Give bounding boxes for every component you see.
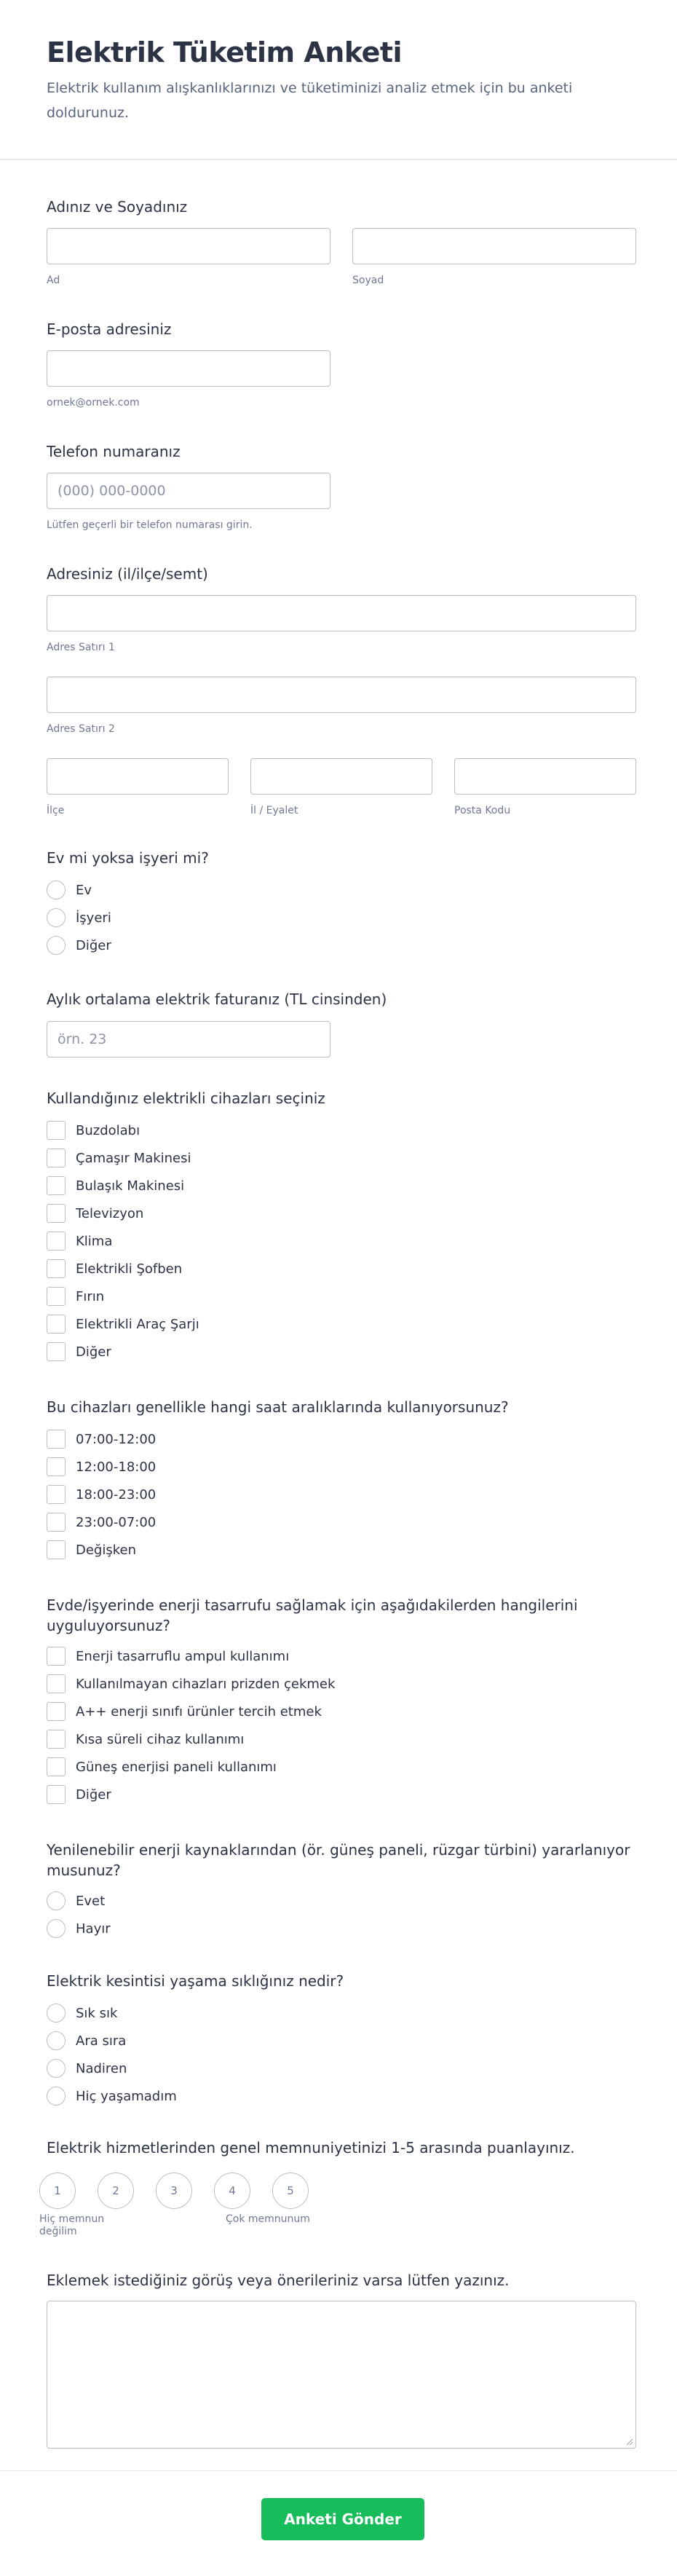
rating-low-caption: Hiç memnun değilim [39,2213,105,2237]
bill-input[interactable] [47,1021,330,1057]
renewable-option-evet[interactable]: Evet [47,1891,105,1911]
form-description: Elektrik kullanım alışkanlıklarınızı ve tüketiminizi analiz etmek için bu anketi doldurunuz. [47,80,573,121]
form-title: Elektrik Tüketim Anketi [47,36,403,68]
radio-button[interactable] [47,936,66,955]
time-option-degisken[interactable]: Değişken [47,1540,136,1560]
rating-option-3[interactable]: 3 [156,2173,192,2209]
checkbox[interactable] [47,1287,66,1306]
radio-button[interactable] [47,2031,66,2050]
email-input[interactable] [47,350,330,387]
last-name-sublabel: Soyad [352,275,384,286]
address-line2-input[interactable] [47,677,636,713]
rating-option-2[interactable]: 2 [98,2173,134,2209]
phone-input[interactable] [47,473,330,509]
place-option-isyeri[interactable]: İşyeri [47,907,111,928]
place-label: Ev mi yoksa işyeri mi? [47,849,209,867]
rating-option-5[interactable]: 5 [272,2173,309,2209]
address-question [47,564,636,823]
outage-option-sik-sik[interactable]: Sık sık [47,2003,117,2023]
resize-handle-icon[interactable] [625,2437,633,2446]
comments-label: Eklemek istediğiniz görüş veya önerileriniz varsa lütfen yazınız. [47,2272,510,2289]
rating-label: Elektrik hizmetlerinden genel memnuniyetinizi 1-5 arasında puanlayınız. [47,2139,575,2156]
email-question [47,319,636,414]
radio-button[interactable] [47,2087,66,2106]
phone-question [47,441,636,536]
checkbox[interactable] [47,1457,66,1476]
device-option-televizyon[interactable]: Televizyon [47,1203,143,1224]
form-footer [0,2470,677,2576]
rating-question [39,2138,636,2240]
comments-question [47,2270,636,2452]
checkbox[interactable] [47,1342,66,1361]
first-name-sublabel: Ad [47,275,60,286]
address-label: Adresiniz (il/ilçe/semt) [47,565,208,583]
email-sublabel: ornek@ornek.com [47,397,140,409]
device-option-bulasik-makinesi[interactable]: Bulaşık Makinesi [47,1175,184,1196]
time-option-1[interactable]: 07:00-12:00 [47,1429,156,1449]
checkbox[interactable] [47,1485,66,1504]
renewable-question [47,1840,636,1942]
comments-textarea[interactable] [47,2301,636,2449]
checkbox[interactable] [47,1730,66,1749]
outage-question [47,1971,636,2109]
checkbox[interactable] [47,1540,66,1559]
saving-option-diger[interactable]: Diğer [47,1784,111,1805]
checkbox[interactable] [47,1757,66,1776]
state-input[interactable] [250,758,432,795]
rating-option-4[interactable]: 4 [214,2173,250,2209]
place-question [47,848,636,957]
bill-question [47,989,636,1062]
district-input[interactable] [47,758,229,795]
address-line1-sublabel: Adres Satırı 1 [47,642,115,653]
radio-button[interactable] [47,2004,66,2022]
saving-option-kisa-sureli[interactable]: Kısa süreli cihaz kullanımı [47,1729,244,1749]
outage-option-nadiren[interactable]: Nadiren [47,2058,127,2079]
last-name-input[interactable] [352,228,636,264]
phone-sublabel: Lütfen geçerli bir telefon numarası girin. [47,519,253,531]
form-header [0,0,677,160]
saving-option-gunes-paneli[interactable]: Güneş enerjisi paneli kullanımı [47,1757,277,1777]
saving-option-priz[interactable]: Kullanılmayan cihazları prizden çekmek [47,1674,335,1694]
checkbox[interactable] [47,1176,66,1195]
device-option-sofben[interactable]: Elektrikli Şofben [47,1259,182,1279]
address-line2-sublabel: Adres Satırı 2 [47,723,115,735]
checkbox[interactable] [47,1513,66,1532]
zip-input[interactable] [454,758,636,795]
saving-question [47,1595,636,1813]
outage-label: Elektrik kesintisi yaşama sıklığınız nedir? [47,1972,344,1990]
saving-option-ampul[interactable]: Enerji tasarruflu ampul kullanımı [47,1646,289,1666]
renewable-option-hayir[interactable]: Hayır [47,1918,111,1939]
device-option-klima[interactable]: Klima [47,1231,112,1251]
name-question [47,197,636,291]
radio-button[interactable] [47,908,66,927]
outage-option-ara-sira[interactable]: Ara sıra [47,2031,126,2051]
place-option-ev[interactable]: Ev [47,880,92,900]
district-sublabel: İlçe [47,805,65,816]
time-option-3[interactable]: 18:00-23:00 [47,1484,156,1505]
checkbox[interactable] [47,1149,66,1167]
checkbox[interactable] [47,1121,66,1140]
submit-button[interactable]: Anketi Gönder [261,2498,424,2540]
checkbox[interactable] [47,1259,66,1278]
checkbox[interactable] [47,1674,66,1693]
checkbox[interactable] [47,1647,66,1666]
device-option-buzdolabi[interactable]: Buzdolabı [47,1120,140,1141]
radio-button[interactable] [47,1919,66,1938]
outage-option-hic[interactable]: Hiç yaşamadım [47,2086,177,2106]
radio-button[interactable] [47,881,66,899]
zip-sublabel: Posta Kodu [454,805,511,816]
checkbox[interactable] [47,1430,66,1449]
checkbox[interactable] [47,1785,66,1804]
name-label: Adınız ve Soyadınız [47,198,188,216]
checkbox[interactable] [47,1315,66,1334]
time-option-4[interactable]: 23:00-07:00 [47,1512,156,1532]
time-option-2[interactable]: 12:00-18:00 [47,1457,156,1477]
radio-button[interactable] [47,1891,66,1910]
renewable-label: Yenilenebilir enerji kaynaklarından (ör. güneş paneli, rüzgar türbini) yararlanıyor musunuz? [47,1841,630,1879]
state-sublabel: İl / Eyalet [250,805,298,816]
radio-button[interactable] [47,2059,66,2078]
device-option-camasir-makinesi[interactable]: Çamaşır Makinesi [47,1148,191,1168]
device-option-arac-sarji[interactable]: Elektrikli Araç Şarjı [47,1314,199,1334]
email-label: E-posta adresiniz [47,320,172,338]
rating-high-caption: Çok memnunum [226,2213,310,2225]
phone-label: Telefon numaranız [47,443,181,460]
rating-option-1[interactable]: 1 [39,2173,76,2209]
device-option-diger[interactable]: Diğer [47,1342,111,1362]
place-option-diger[interactable]: Diğer [47,935,111,956]
devices-label: Kullandığınız elektrikli cihazları seçiniz [47,1090,325,1107]
address-line1-input[interactable] [47,595,636,631]
device-option-firin[interactable]: Fırın [47,1286,104,1307]
checkbox[interactable] [47,1702,66,1721]
times-question [47,1397,636,1564]
saving-label: Evde/işyerinde enerji tasarrufu sağlamak için aşağıdakilerden hangilerini uyguluyorsunuz? [47,1596,578,1634]
first-name-input[interactable] [47,228,330,264]
checkbox[interactable] [47,1204,66,1223]
saving-option-a-plus[interactable]: A++ enerji sınıfı ürünler tercih etmek [47,1701,322,1722]
bill-label: Aylık ortalama elektrik faturanız (TL cinsinden) [47,990,387,1008]
checkbox[interactable] [47,1232,66,1250]
devices-question [47,1088,636,1365]
times-label: Bu cihazları genellikle hangi saat aralıklarında kullanıyorsunuz? [47,1398,509,1416]
